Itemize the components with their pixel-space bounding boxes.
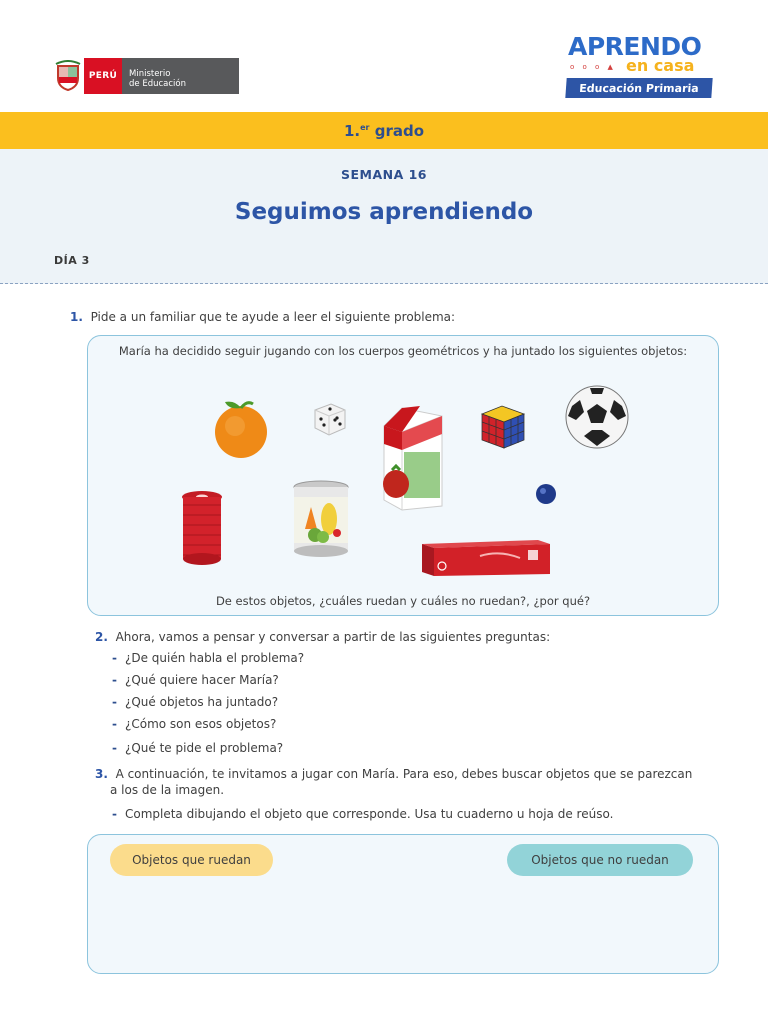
aprendo-en-casa-logo bbox=[564, 32, 714, 100]
bullet-item: - ¿Cómo son esos objetos? bbox=[112, 717, 277, 731]
question-2 bbox=[95, 629, 550, 645]
decorative-dots-icon: o o o ▲ bbox=[570, 63, 616, 71]
question-2-text: Ahora, vamos a pensar y conversar a partir de las siguientes preguntas: bbox=[115, 630, 551, 644]
brand-title: APRENDO bbox=[568, 32, 702, 61]
question-1-text: Pide a un familiar que te ayude a leer el siguiente problema: bbox=[90, 310, 456, 324]
page-header bbox=[0, 0, 768, 112]
question-3-text-line-1: A continuación, te invitamos a jugar con María. Para eso, debes buscar objetos que se parezcan bbox=[115, 767, 693, 781]
roll-objects-label: Objetos que ruedan bbox=[110, 844, 273, 876]
no-roll-objects-label: Objetos que no ruedan bbox=[507, 844, 693, 876]
ministry-label bbox=[122, 58, 239, 94]
thread-spool-icon bbox=[178, 489, 226, 571]
bullet-text: ¿De quién habla el problema? bbox=[124, 651, 305, 665]
bullet-text: Completa dibujando el objeto que corresponde. Usa tu cuaderno u hoja de reúso. bbox=[124, 807, 614, 821]
ministry-line-1: Ministerio bbox=[129, 69, 171, 79]
peru-label: PERÚ bbox=[84, 58, 122, 94]
bullet-item: - ¿Qué te pide el problema? bbox=[112, 741, 284, 755]
question-2-number: 2. bbox=[95, 630, 108, 644]
question-3 bbox=[95, 766, 735, 782]
grade-label bbox=[344, 122, 424, 140]
bullet-item: - ¿Qué objetos ha juntado? bbox=[112, 695, 279, 709]
question-3-number: 3. bbox=[95, 767, 108, 781]
toothpaste-box-icon bbox=[420, 536, 552, 582]
ministry-line-2: de Educación bbox=[129, 79, 186, 89]
die-icon bbox=[309, 400, 349, 442]
grade-word: grado bbox=[374, 121, 425, 140]
grade-band bbox=[0, 112, 768, 149]
week-label: SEMANA 16 bbox=[340, 167, 428, 182]
bullet-text: ¿Qué objetos ha juntado? bbox=[124, 695, 279, 709]
problem-intro: María ha decidido seguir jugando con los cuerpos geométricos y ha juntado los siguientes objetos: bbox=[118, 344, 688, 358]
coat-of-arms-icon bbox=[52, 58, 84, 94]
brand-banner: Educación Primaria bbox=[565, 78, 712, 98]
rubiks-cube-icon bbox=[480, 402, 526, 454]
bullet-text: ¿Cómo son esos objetos? bbox=[124, 717, 277, 731]
milk-carton-icon bbox=[380, 404, 446, 518]
bullet-text: ¿Qué quiere hacer María? bbox=[124, 673, 279, 687]
drawing-box bbox=[87, 834, 719, 974]
question-1-number: 1. bbox=[70, 310, 83, 324]
problem-question: De estos objetos, ¿cuáles ruedan y cuáles no ruedan?, ¿por qué? bbox=[215, 594, 591, 608]
day-label: DÍA 3 bbox=[54, 254, 90, 267]
title-area bbox=[0, 149, 768, 284]
section-divider bbox=[0, 283, 768, 284]
orange-icon bbox=[205, 396, 271, 464]
page-title: Seguimos aprendiendo bbox=[234, 199, 534, 225]
bullet-item: - ¿De quién habla el problema? bbox=[112, 651, 305, 665]
question-3-continuation: a los de la imagen. bbox=[110, 783, 225, 797]
grade-number: 1. bbox=[343, 121, 361, 140]
problem-box bbox=[87, 335, 719, 616]
soccer-ball-icon bbox=[562, 384, 632, 454]
question-1 bbox=[70, 309, 455, 325]
marble-icon bbox=[535, 483, 557, 509]
grade-superscript: er bbox=[360, 122, 370, 132]
bullet-text: ¿Qué te pide el problema? bbox=[124, 741, 284, 755]
brand-subtitle: en casa bbox=[626, 56, 695, 75]
bullet-item: - Completa dibujando el objeto que corresponde. Usa tu cuaderno u hoja de reúso. bbox=[112, 807, 614, 821]
bullet-item: - ¿Qué quiere hacer María? bbox=[112, 673, 279, 687]
tin-can-icon bbox=[291, 479, 351, 563]
ministry-logo bbox=[52, 58, 239, 94]
